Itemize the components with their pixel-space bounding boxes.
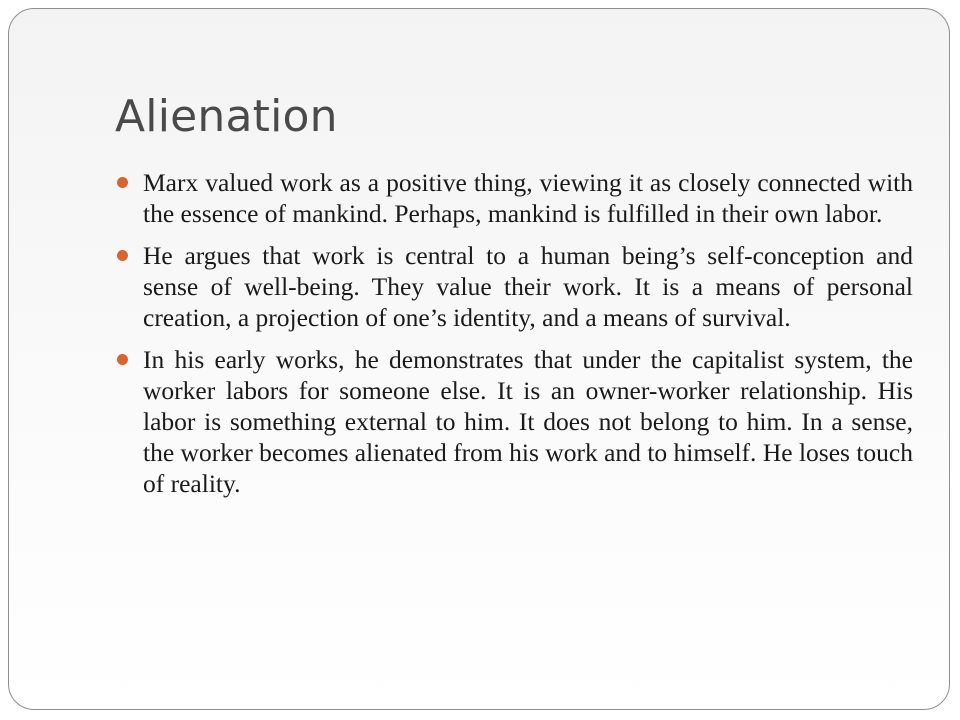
bullet-list	[117, 167, 913, 510]
bullet-dot-icon	[117, 354, 128, 365]
bullet-dot-icon	[117, 177, 128, 188]
slide-frame	[8, 8, 950, 710]
bullet-item-3	[117, 344, 913, 499]
bullet-dot-icon	[117, 250, 128, 261]
bullet-text: In his early works, he demonstrates that under the capitalist system, the worker labors for someone else. It is an owner-worker relationship. His labor is something external to him. It does not belong to him. In a sense, the worker becomes alienated from his work and to himself. He loses touch of reality.	[143, 345, 913, 498]
bullet-item-1	[117, 167, 913, 229]
bullet-item-2	[117, 240, 913, 333]
slide-title: Alienation	[115, 91, 338, 142]
bullet-text: Marx valued work as a positive thing, viewing it as closely connected with the essence of mankind. Perhaps, mankind is fulfilled in their own labor.	[143, 168, 913, 228]
bullet-text: He argues that work is central to a human being’s self-conception and sense of well-being. They value their work. It is a means of personal creation, a projection of one’s identity, and a means of survival.	[143, 241, 913, 332]
